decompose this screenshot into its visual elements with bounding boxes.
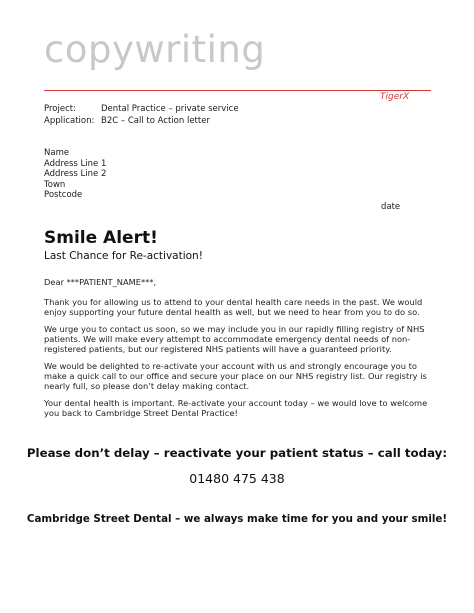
headline: Smile Alert! xyxy=(44,228,158,248)
recipient-address xyxy=(44,148,106,201)
brand-tag: TigerX xyxy=(380,92,410,102)
phone-number: 01480 475 438 xyxy=(189,471,285,486)
application-label: Application: xyxy=(44,116,95,126)
address-line-1: Address Line 1 xyxy=(44,158,107,169)
address-town: Town xyxy=(44,179,66,190)
paragraph-1: Thank you for allowing us to attend to your dental health care needs in the past. We would enjoy supporting your future dental health as well, but we need to hear from you to do so. xyxy=(44,297,423,317)
paragraph-3: We would be delighted to re-activate your account with us and strongly encourage you to make a quick call to our office and secure your place on our NHS registry list. Our registry is nearly full, so please don’t delay making contact. xyxy=(44,361,427,391)
project-value: Dental Practice – private service xyxy=(101,104,239,114)
call-to-action: Please don’t delay – reactivate your patient status – call today: xyxy=(26,446,448,460)
project-label: Project: xyxy=(44,104,76,114)
application-row xyxy=(44,115,239,127)
paragraph-2: We urge you to contact us soon, so we may include you in our rapidly filling registry of NHS patients. We will make every attempt to accommodate emergency dental needs of non-registered patients, but our registered NHS patients will have a guaranteed priority. xyxy=(44,324,425,354)
project-row xyxy=(44,103,239,115)
address-name: Name xyxy=(44,148,70,158)
closing-tagline: Cambridge Street Dental – we always make time for you and your smile! xyxy=(26,513,448,525)
brand-title: copywriting xyxy=(44,28,266,71)
greeting: Dear ***PATIENT_NAME***, xyxy=(44,277,157,287)
letter-body xyxy=(44,277,434,425)
paragraph-4: Your dental health is important. Re-activate your account today – we would love to welcome you back to Cambridge Street Dental Practice! xyxy=(44,398,428,418)
subheadline: Last Chance for Re-activation! xyxy=(44,250,203,262)
project-meta xyxy=(44,103,239,127)
application-value: B2C – Call to Action letter xyxy=(101,116,210,126)
header-divider xyxy=(44,90,431,91)
address-line-2: Address Line 2 xyxy=(44,169,107,179)
letter-date: date xyxy=(381,202,401,212)
address-postcode: Postcode xyxy=(44,190,83,200)
